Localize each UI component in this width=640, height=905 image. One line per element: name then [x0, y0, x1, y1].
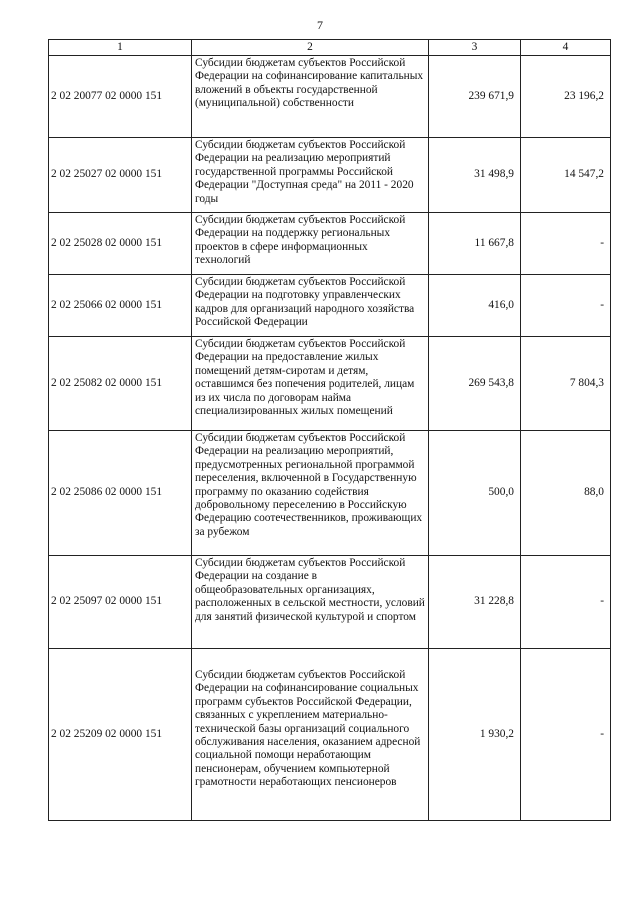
description: Субсидии бюджетам субъектов Российской Федерации на подготовку управленческих кадров для организаций народного хозяйства Российской Федерации	[192, 275, 429, 337]
budget-table	[48, 39, 611, 821]
table-row	[49, 213, 611, 275]
budget-code: 2 02 25082 02 0000 151	[49, 337, 192, 431]
column-header-3: 3	[429, 40, 521, 56]
amount-col4: -	[521, 275, 611, 337]
amount-col3: 31 498,9	[429, 138, 521, 213]
description: Субсидии бюджетам субъектов Российской Федерации на софинансирование социальных программ субъектов Российской Федерации, связанных с укреплением материально-технической базы организаций социального обслуживания населения, оказанием адресной социальной помощи неработающим пенсионерам, обучением компьютерной грамотности неработающих пенсионеров	[192, 649, 429, 821]
description: Субсидии бюджетам субъектов Российской Федерации на софинансирование капитальных вложений в объекты государственной (муниципальной) собственности	[192, 56, 429, 138]
budget-code: 2 02 25066 02 0000 151	[49, 275, 192, 337]
table-row	[49, 649, 611, 821]
table-row	[49, 138, 611, 213]
budget-code: 2 02 25209 02 0000 151	[49, 649, 192, 821]
amount-col4: 88,0	[521, 431, 611, 556]
amount-col4: 23 196,2	[521, 56, 611, 138]
description: Субсидии бюджетам субъектов Российской Федерации на поддержку региональных проектов в сфере информационных технологий	[192, 213, 429, 275]
amount-col3: 416,0	[429, 275, 521, 337]
amount-col4: -	[521, 556, 611, 649]
column-header-4: 4	[521, 40, 611, 56]
amount-col3: 11 667,8	[429, 213, 521, 275]
amount-col3: 269 543,8	[429, 337, 521, 431]
amount-col4: 7 804,3	[521, 337, 611, 431]
budget-code: 2 02 25086 02 0000 151	[49, 431, 192, 556]
amount-col3: 1 930,2	[429, 649, 521, 821]
budget-code: 2 02 25027 02 0000 151	[49, 138, 192, 213]
amount-col3: 500,0	[429, 431, 521, 556]
amount-col4: 14 547,2	[521, 138, 611, 213]
description: Субсидии бюджетам субъектов Российской Федерации на предоставление жилых помещений детям-сиротам и детям, оставшимся без попечения родителей, лицам из их числа по договорам найма специализированных жилых помещений	[192, 337, 429, 431]
table-header-row	[49, 40, 611, 56]
budget-code: 2 02 25097 02 0000 151	[49, 556, 192, 649]
table-row	[49, 337, 611, 431]
table-row	[49, 56, 611, 138]
description: Субсидии бюджетам субъектов Российской Федерации на реализацию мероприятий государственной программы Российской Федерации "Доступная среда" на 2011 - 2020 годы	[192, 138, 429, 213]
amount-col4: -	[521, 213, 611, 275]
description: Субсидии бюджетам субъектов Российской Федерации на создание в общеобразовательных организациях, расположенных в сельской местности, условий для занятий физической культурой и спортом	[192, 556, 429, 649]
budget-code: 2 02 20077 02 0000 151	[49, 56, 192, 138]
table-row	[49, 431, 611, 556]
budget-code: 2 02 25028 02 0000 151	[49, 213, 192, 275]
amount-col4: -	[521, 649, 611, 821]
table-row	[49, 275, 611, 337]
amount-col3: 239 671,9	[429, 56, 521, 138]
description: Субсидии бюджетам субъектов Российской Федерации на реализацию мероприятий, предусмотренных региональной программой переселения, включенной в Государственную программу по оказанию содействия добровольному переселению в Российскую Федерацию соотечественников, проживающих за рубежом	[192, 431, 429, 556]
page-number: 7	[317, 18, 323, 32]
amount-col3: 31 228,8	[429, 556, 521, 649]
column-header-2: 2	[192, 40, 429, 56]
table-row	[49, 556, 611, 649]
column-header-1: 1	[49, 40, 192, 56]
